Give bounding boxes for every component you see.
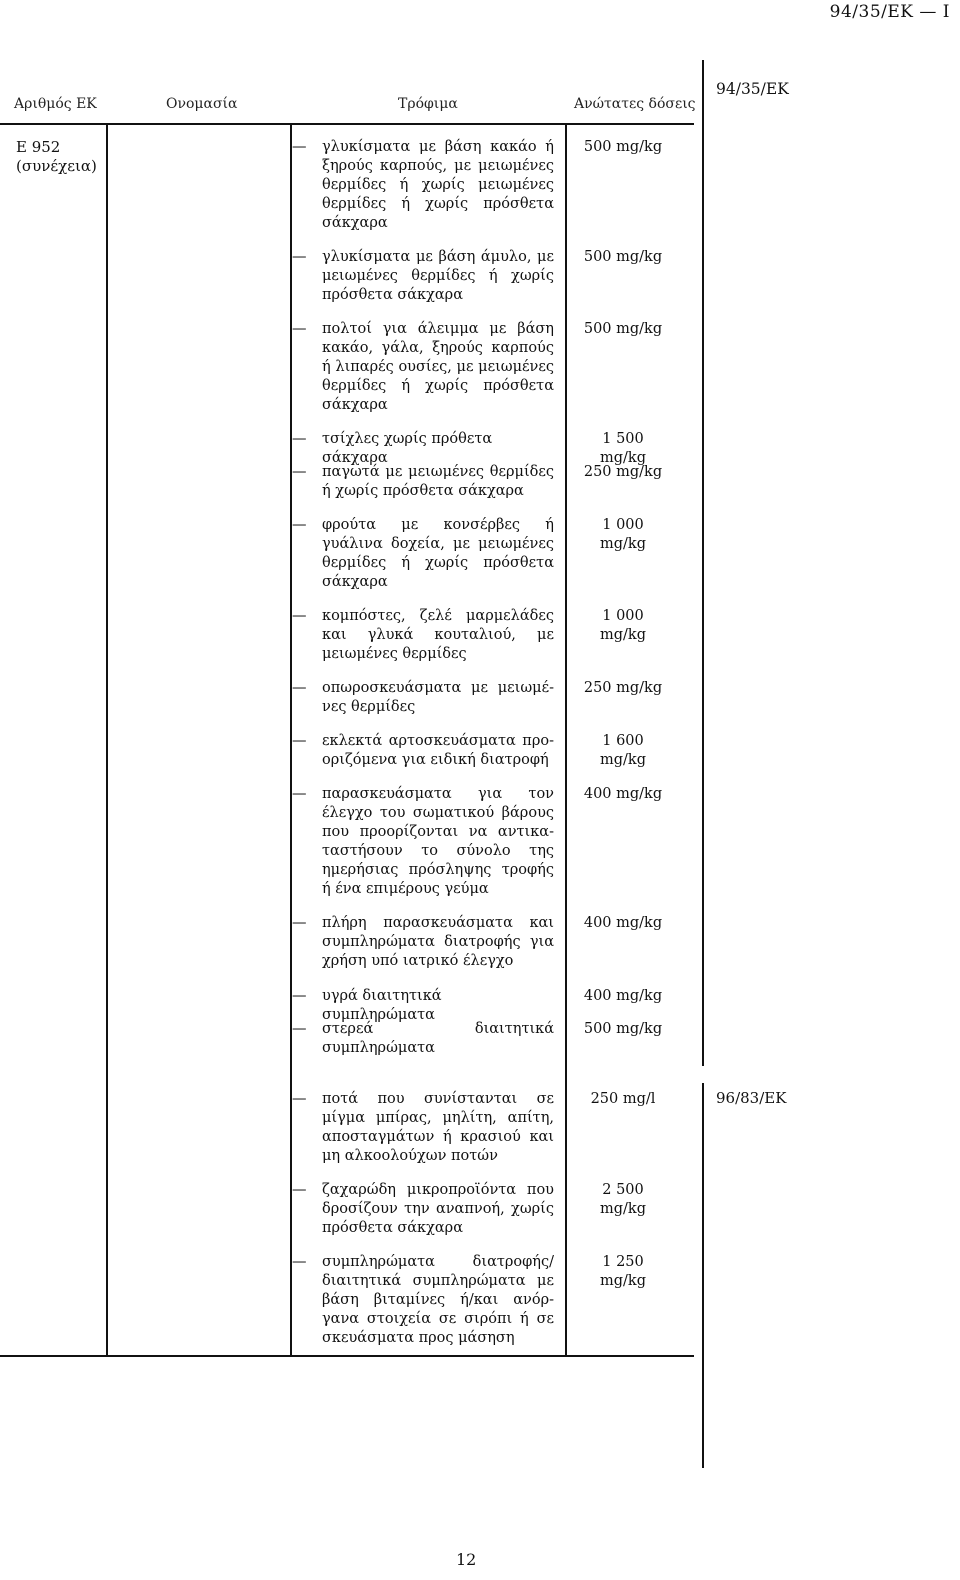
food-text: παρασκευάσματα για τον έλεγχο του σωματικού βάρους που προορίζονται να αντικα-ταστήσουν το σύνολο της ημερήσιας πρόσληψης τροφής ή ένα επιμέρους γεύμα xyxy=(322,786,554,897)
dash: — xyxy=(292,680,307,696)
food-entry xyxy=(292,320,554,415)
ec-number-continuation: (συνέχεια) xyxy=(16,157,97,175)
food-text: συμπληρώματα διατροφής/ διαιτητικά συμπληρώματα με βάση βιταμίνες ή/και ανόρ-γανα στοιχεία σε σιρόπι ή σε σκευάσματα προς μάσηση xyxy=(322,1254,554,1346)
ec-number-cell xyxy=(16,138,97,176)
food-text: τσίχλες χωρίς πρόθετα σάκχαρα xyxy=(322,431,493,466)
food-entry xyxy=(292,1020,554,1058)
max-dose: 1 250 mg/kg xyxy=(600,1254,646,1289)
food-text: υγρά διαιτητικά συμπληρώματα xyxy=(322,988,442,1023)
page-number: 12 xyxy=(456,1550,477,1569)
right-column-directive: 94/35/ΕΚ xyxy=(716,80,789,98)
dash: — xyxy=(292,431,307,447)
column-divider-3 xyxy=(565,123,567,1357)
dash: — xyxy=(292,1091,307,1107)
max-dose: 500 mg/kg xyxy=(583,139,663,155)
food-text: ζαχαρώδη μικροπροϊόντα που δροσίζουν την αναπνοή, χωρίς πρόσθετα σάκχαρα xyxy=(322,1182,554,1236)
max-dose: 250 mg/l xyxy=(590,1091,656,1107)
dash: — xyxy=(292,786,307,802)
ec-number: Ε 952 xyxy=(16,138,61,156)
max-dose: 500 mg/kg xyxy=(583,249,663,265)
food-text: φρούτα με κονσέρβες ή γυάλινα δοχεία, με μειωμένες θερμίδες ή χωρίς πρόσθετα σάκχαρα xyxy=(322,517,554,590)
food-entry xyxy=(292,516,554,592)
table-bottom-rule xyxy=(0,1355,694,1357)
dash: — xyxy=(292,321,307,337)
max-dose: 1 500 mg/kg xyxy=(600,431,646,466)
max-dose: 250 mg/kg xyxy=(583,464,663,480)
max-dose: 500 mg/kg xyxy=(583,1021,663,1037)
food-entry xyxy=(292,138,554,233)
max-dose: 400 mg/kg xyxy=(583,915,663,931)
food-entry xyxy=(292,1253,554,1348)
food-entry xyxy=(292,248,554,305)
right-margin-rule-lower xyxy=(702,1083,704,1468)
dash: — xyxy=(292,733,307,749)
food-entry xyxy=(292,785,554,899)
food-entry xyxy=(292,463,554,501)
food-text: ποτά που συνίστανται σε μίγμα μπίρας, μηλίτη, απίτη, αποσταγμάτων ή κρασιού και μη αλκοολούχων ποτών xyxy=(322,1091,554,1164)
dash: — xyxy=(292,139,307,155)
right-margin-rule-upper xyxy=(702,60,704,1066)
food-entry xyxy=(292,607,554,664)
max-dose: 250 mg/kg xyxy=(583,680,663,696)
max-dose: 1 000 mg/kg xyxy=(600,517,646,552)
dash: — xyxy=(292,249,307,265)
max-dose: 2 500 mg/kg xyxy=(600,1182,646,1217)
dash: — xyxy=(292,988,307,1004)
column-header-foodstuffs: Τρόφιμα xyxy=(398,96,458,112)
food-text: γλυκίσματα με βάση κακάο ή ξηρούς καρπούς, με μειωμένες θερμίδες ή χωρίς μειωμένες θερμίδες ή χωρίς πρόσθετα σάκχαρα xyxy=(322,139,554,231)
column-header-name: Ονομασία xyxy=(166,96,238,112)
max-dose: 400 mg/kg xyxy=(583,988,663,1004)
food-text: οπωροσκευάσματα με μειωμέ-νες θερμίδες xyxy=(322,680,554,715)
dash: — xyxy=(292,1254,307,1270)
dash: — xyxy=(292,608,307,624)
food-text: πολτοί για άλειμμα με βάση κακάο, γάλα, ξηρούς καρπούς ή λιπαρές ουσίες, με μειωμένες θερμίδες ή χωρίς πρόσθετα σάκχαρα xyxy=(322,321,554,413)
food-text: γλυκίσματα με βάση άμυλο, με μειωμένες θερμίδες ή χωρίς πρόσθετα σάκχαρα xyxy=(322,249,554,303)
dash: — xyxy=(292,464,307,480)
food-text: εκλεκτά αρτοσκευάσματα προ-οριζόμενα για ειδική διατροφή xyxy=(322,733,554,768)
food-text: στερεά διαιτητικά συμπληρώματα xyxy=(322,1021,554,1056)
header-rule xyxy=(0,123,694,125)
dash: — xyxy=(292,1182,307,1198)
column-header-ec-number: Αριθμός ΕΚ xyxy=(14,96,97,112)
max-dose: 1 600 mg/kg xyxy=(600,733,646,768)
food-entry xyxy=(292,1090,554,1166)
running-head: 94/35/ΕΚ — I xyxy=(829,2,950,22)
max-dose: 500 mg/kg xyxy=(583,321,663,337)
food-entry xyxy=(292,1181,554,1238)
food-entry xyxy=(292,679,554,717)
max-dose: 400 mg/kg xyxy=(583,786,663,802)
food-text: παγωτά με μειωμένες θερμίδες ή χωρίς πρόσθετα σάκχαρα xyxy=(322,464,554,499)
amending-directive: 96/83/ΕΚ xyxy=(716,1089,787,1107)
dash: — xyxy=(292,915,307,931)
food-entry xyxy=(292,732,554,770)
max-dose: 1 000 mg/kg xyxy=(600,608,646,643)
food-text: κομπόστες, ζελέ μαρμελάδες και γλυκά κουταλιού, με μειωμένες θερμίδες xyxy=(322,608,554,662)
food-text: πλήρη παρασκευάσματα και συμπληρώματα διατροφής για χρήση υπό ιατρικό έλεγχο xyxy=(322,915,554,969)
food-entry xyxy=(292,914,554,971)
column-header-max-doses: Ανώτατες δόσεις xyxy=(574,96,696,112)
dash: — xyxy=(292,517,307,533)
dash: — xyxy=(292,1021,307,1037)
column-divider-1 xyxy=(106,123,108,1357)
